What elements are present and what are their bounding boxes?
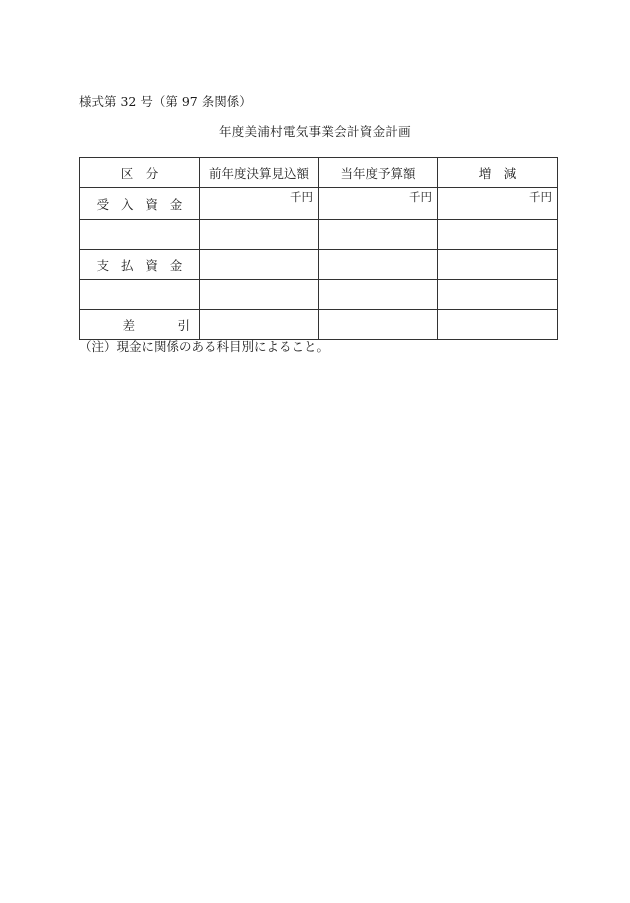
unit-label: 千円 — [200, 188, 319, 220]
table-cell — [438, 220, 558, 250]
table-header-row — [80, 158, 558, 188]
row-label-receipts: 受入資金 — [80, 188, 200, 220]
row-label-empty — [80, 220, 200, 250]
row-label-balance: 差引 — [80, 310, 200, 340]
table-cell — [438, 310, 558, 340]
table-row — [80, 280, 558, 310]
table-row — [80, 188, 558, 220]
table-cell — [319, 220, 438, 250]
header-current-year-budget: 当年度予算額 — [319, 158, 438, 188]
table-cell — [319, 250, 438, 280]
table-cell — [438, 280, 558, 310]
unit-label: 千円 — [319, 188, 438, 220]
table-row — [80, 310, 558, 340]
table-cell — [200, 220, 319, 250]
table-cell — [200, 280, 319, 310]
form-number: 様式第 32 号（第 97 条関係） — [79, 94, 252, 109]
fund-plan-table — [79, 157, 558, 340]
header-category: 区 分 — [80, 158, 200, 188]
document-title: 年度美浦村電気事業会計資金計画 — [218, 124, 411, 139]
table-cell — [319, 310, 438, 340]
table-cell — [319, 280, 438, 310]
table-row — [80, 220, 558, 250]
header-prev-year-estimate: 前年度決算見込額 — [200, 158, 319, 188]
row-label-payments: 支払資金 — [80, 250, 200, 280]
header-increase-decrease: 増 減 — [438, 158, 558, 188]
table-cell — [200, 250, 319, 280]
footnote: （注）現金に関係のある科目別によること。 — [79, 339, 330, 354]
table-cell — [438, 250, 558, 280]
unit-label: 千円 — [438, 188, 558, 220]
table-row — [80, 250, 558, 280]
row-label-empty — [80, 280, 200, 310]
